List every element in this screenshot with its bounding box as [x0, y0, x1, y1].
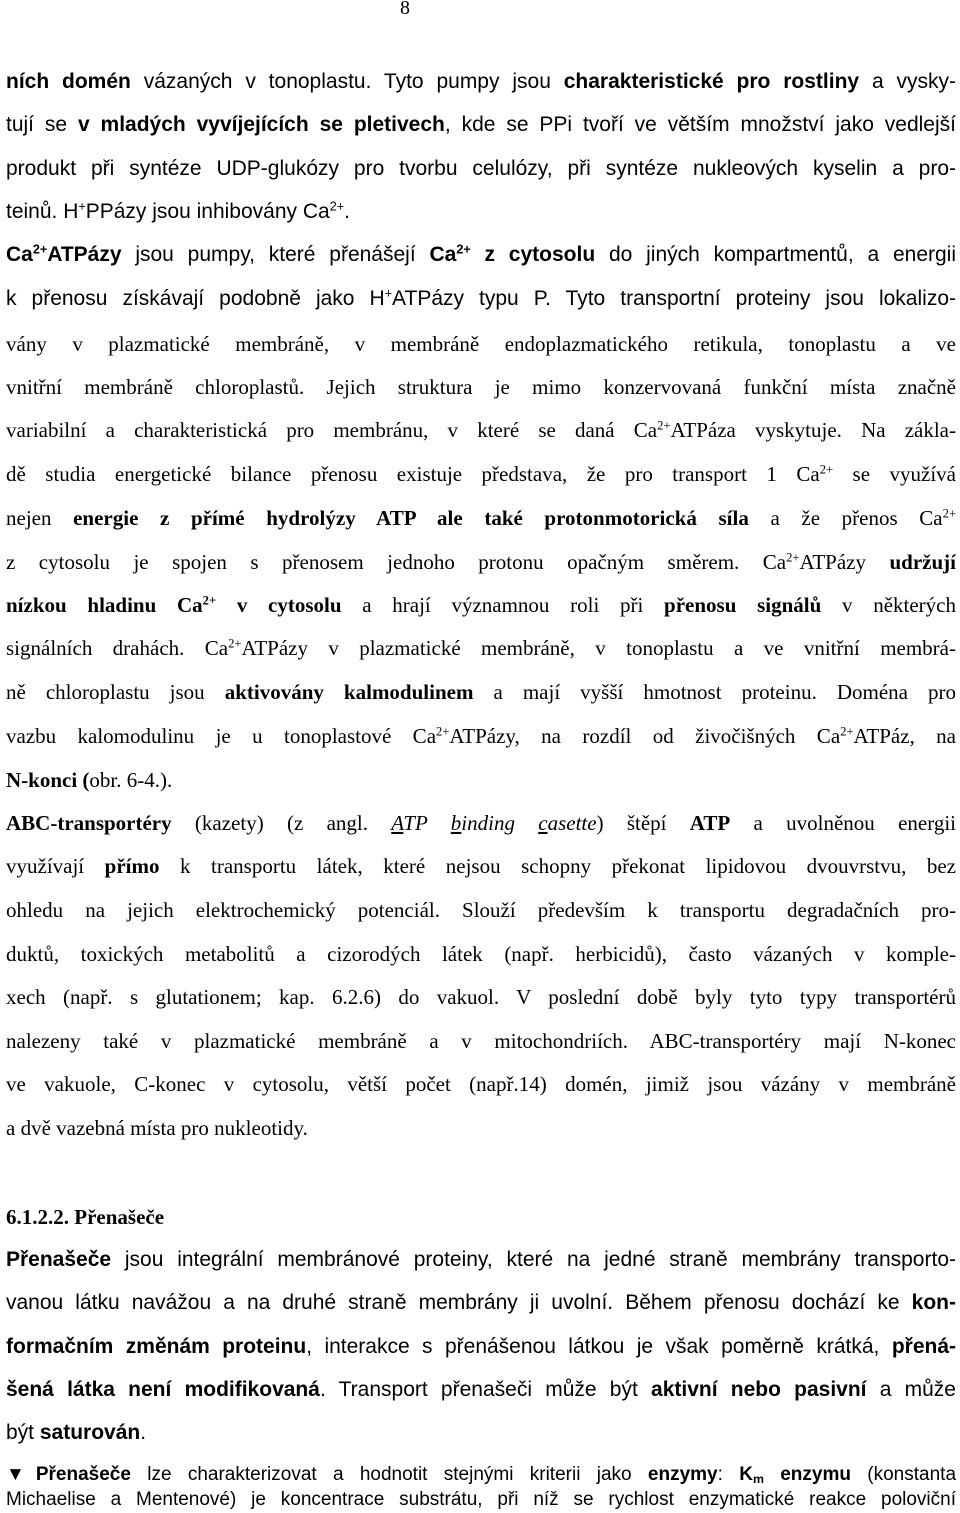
text-span: asette [547, 811, 597, 835]
text-span: aktivní nebo pasivní [651, 1378, 867, 1401]
text-span: : [717, 1464, 740, 1485]
text-span: k přenosu získávají podobně jako H [6, 287, 385, 310]
text-line [6, 766, 956, 794]
superscript: 2+ [202, 593, 217, 608]
text-span: využívají [6, 854, 105, 878]
text-span: ATPázy typu P. Tyto transportní proteiny jsou lokalizo- [392, 287, 956, 310]
text-line [6, 1070, 956, 1098]
text-span: nejen [6, 506, 74, 530]
page-number: 8 [400, 0, 410, 19]
text-line [6, 155, 956, 183]
text-span: a vysky- [859, 70, 956, 93]
text-span: PPázy jsou inhibovány Ca [85, 200, 330, 223]
text-span: a mají vyšší hmotnost proteinu. Doména pro [473, 680, 956, 704]
text-line [6, 460, 956, 488]
text-span: ohledu na jejich elektrochemický potenciál. Slouží především k transportu degradačních pro- [6, 898, 956, 922]
text-line [6, 1376, 956, 1404]
text-span: vnitřní membráně chloroplastů. Jejich struktura je mimo konzervovaná funkční místa značně [6, 375, 956, 399]
text-span: (kazety) (z angl. [171, 811, 392, 835]
text-span: v některých [821, 593, 956, 617]
text-span: ně chloroplastu jsou [6, 680, 225, 704]
text-line [6, 940, 956, 968]
text-span: Ca [429, 243, 457, 266]
text-span: kon- [911, 1291, 956, 1314]
text-span: Ca [6, 243, 33, 266]
superscript: 2+ [32, 242, 48, 257]
text-span: ATPázy v plazmatické membráně, v tonoplastu a ve vnitřní membrá- [241, 636, 956, 660]
superscript: 2+ [942, 506, 956, 521]
text-line [6, 1488, 956, 1512]
text-span: dě studia energetické bilance přenosu existuje představa, že pro transport 1 Ca [6, 462, 820, 486]
text-line [6, 330, 956, 358]
text-line [6, 983, 956, 1011]
text-span: v cytosolu [216, 593, 342, 617]
text-line [6, 678, 956, 706]
text-span: jsou integrální membránové proteiny, které na jedné straně membrány transporto- [111, 1248, 956, 1271]
text-span: ABC-transportéry [6, 811, 172, 835]
text-line [6, 1027, 956, 1055]
text-span: 6.1.2.2. Přenašeče [6, 1205, 165, 1229]
text-span: vány v plazmatické membráně, v membráně endoplazmatického retikula, tonoplastu a ve [6, 332, 956, 356]
text-span: N-konci ( [6, 768, 90, 792]
text-line [6, 373, 956, 401]
text-line [6, 198, 956, 226]
text-line [6, 722, 956, 750]
text-span: . [344, 200, 350, 223]
text-line [6, 504, 956, 532]
text-span: inding [461, 811, 539, 835]
text-span: být [6, 1421, 40, 1444]
text-span: obr. 6-4.). [89, 768, 173, 792]
text-span: duktů, toxických metabolitů a cizorodých látek (např. herbicidů), často vázaných v komple- [6, 942, 956, 966]
text-span: , interakce s přenášenou látkou je však poměrně krátká, [306, 1335, 892, 1358]
text-span: přímo [104, 854, 160, 878]
section-heading [6, 1203, 956, 1231]
text-span: a že přenos Ca [748, 506, 943, 530]
text-line [6, 548, 956, 576]
text-span: xech (např. s glutationem; kap. 6.2.6) do vakuol. V poslední době byly tyto typy transportérů [6, 985, 956, 1009]
text-span: ▼Přenašeče [6, 1464, 131, 1485]
text-line [6, 416, 956, 444]
text-span: ATPáza vyskytuje. Na zákla- [670, 418, 956, 442]
text-span: přenosu signálů [664, 593, 822, 617]
text-span: energie z přímé hydrolýzy ATP ale také protonmotorická síla [73, 506, 749, 530]
superscript: 2+ [228, 636, 242, 651]
text-span: c [538, 811, 548, 835]
text-span: enzymy [647, 1464, 718, 1485]
text-line [6, 591, 956, 619]
superscript: 2+ [786, 550, 800, 565]
text-span: do jiných kompartmentů, a energii [595, 243, 956, 266]
text-span: A [391, 811, 404, 835]
text-span: . [140, 1421, 147, 1444]
text-span: ATPázy [799, 550, 890, 574]
text-line [6, 1246, 956, 1274]
superscript: 2+ [819, 462, 834, 477]
text-span: vazbu kalomodulinu je u tonoplastové Ca [6, 724, 437, 748]
text-span: udržují [889, 550, 956, 574]
text-span: a uvolněnou energii [730, 811, 956, 835]
text-span: ATPázy, na rozdíl od živočišných Ca [449, 724, 841, 748]
text-span: a dvě vazebná místa pro nukleotidy. [6, 1116, 308, 1140]
text-line [6, 852, 956, 880]
text-span: a může [866, 1378, 956, 1401]
text-span: se využívá [833, 462, 956, 486]
text-span: ATP [689, 811, 731, 835]
text-span: produkt při syntéze UDP-glukózy pro tvorbu celulózy, při syntéze nukleových kyselin a pro- [6, 157, 956, 180]
text-span: Michaelise a Mentenové) je koncentrace substrátu, při níž se rychlost enzymatické reakce poloviční [6, 1489, 956, 1510]
text-span: v mladých vyvíjejících se pletivech [77, 113, 445, 136]
text-line [6, 634, 956, 662]
text-line [6, 809, 956, 837]
text-line [6, 111, 956, 139]
text-span: nízkou hladinu Ca [6, 593, 203, 617]
superscript: + [384, 286, 393, 301]
text-span: z cytosolu [470, 243, 596, 266]
text-span: teinů. H [6, 200, 79, 223]
text-span: enzymu [763, 1464, 851, 1485]
text-span: ních domén [6, 70, 131, 93]
subscript: m [752, 1472, 764, 1487]
text-span: variabilní a charakteristická pro membránu, v které se daná Ca [6, 418, 658, 442]
text-span: ) štěpí [596, 811, 690, 835]
text-line [6, 1114, 956, 1142]
text-line [6, 285, 956, 313]
text-span: šená látka není modifikovaná [6, 1378, 320, 1401]
text-line [6, 896, 956, 924]
text-span: signálních drahách. Ca [6, 636, 229, 660]
superscript: 2+ [840, 724, 854, 739]
text-line [6, 241, 956, 269]
superscript: 2+ [329, 199, 345, 214]
text-line [6, 1289, 956, 1317]
text-line [6, 1463, 956, 1487]
text-span: K [739, 1464, 753, 1485]
text-span: přená- [891, 1335, 956, 1358]
text-span: (konstanta [850, 1464, 956, 1485]
text-span: saturován [39, 1421, 141, 1444]
text-span: , kde se PPi tvoří ve větším množství jako vedlejší [444, 113, 956, 136]
text-span: b [450, 811, 462, 835]
text-line [6, 1419, 956, 1447]
text-span: tují se [6, 113, 78, 136]
text-span: lze charakterizovat a hodnotit stejnými kriterii jako [130, 1464, 648, 1485]
superscript: + [78, 199, 86, 214]
text-span: a hrají významnou roli při [341, 593, 665, 617]
text-span: vázaných v tonoplastu. Tyto pumpy jsou [130, 70, 564, 93]
text-span: k transportu látek, které nejsou schopny překonat lipidovou dvouvrstvu, bez [159, 854, 956, 878]
text-line [6, 1333, 956, 1361]
text-span: formačním změnám proteinu [6, 1335, 307, 1358]
superscript: 2+ [657, 418, 671, 433]
text-line [6, 68, 956, 96]
text-span: vanou látku navážou a na druhé straně membrány ji uvolní. Během přenosu dochází ke [6, 1291, 912, 1314]
superscript: 2+ [436, 724, 450, 739]
text-span: jsou pumpy, které přenášejí [121, 243, 430, 266]
text-span: z cytosolu je spojen s přenosem jednoho protonu opačným směrem. Ca [6, 550, 787, 574]
text-span: ve vakuole, C-konec v cytosolu, větší počet (např.14) domén, jimiž jsou vázány v membráně [6, 1072, 956, 1096]
text-span: Přenašeče [6, 1248, 112, 1271]
text-span: . Transport přenašeči může být [319, 1378, 652, 1401]
text-span: ATPázy [47, 243, 122, 266]
text-span: ATPáz, na [853, 724, 956, 748]
text-span: nalezeny také v plazmatické membráně a v mitochondriích. ABC-transportéry mají N-konec [6, 1029, 956, 1053]
text-span: TP [403, 811, 451, 835]
superscript: 2+ [456, 242, 471, 257]
text-span: charakteristické pro rostliny [563, 70, 860, 93]
text-span: aktivovány kalmodulinem [224, 680, 474, 704]
